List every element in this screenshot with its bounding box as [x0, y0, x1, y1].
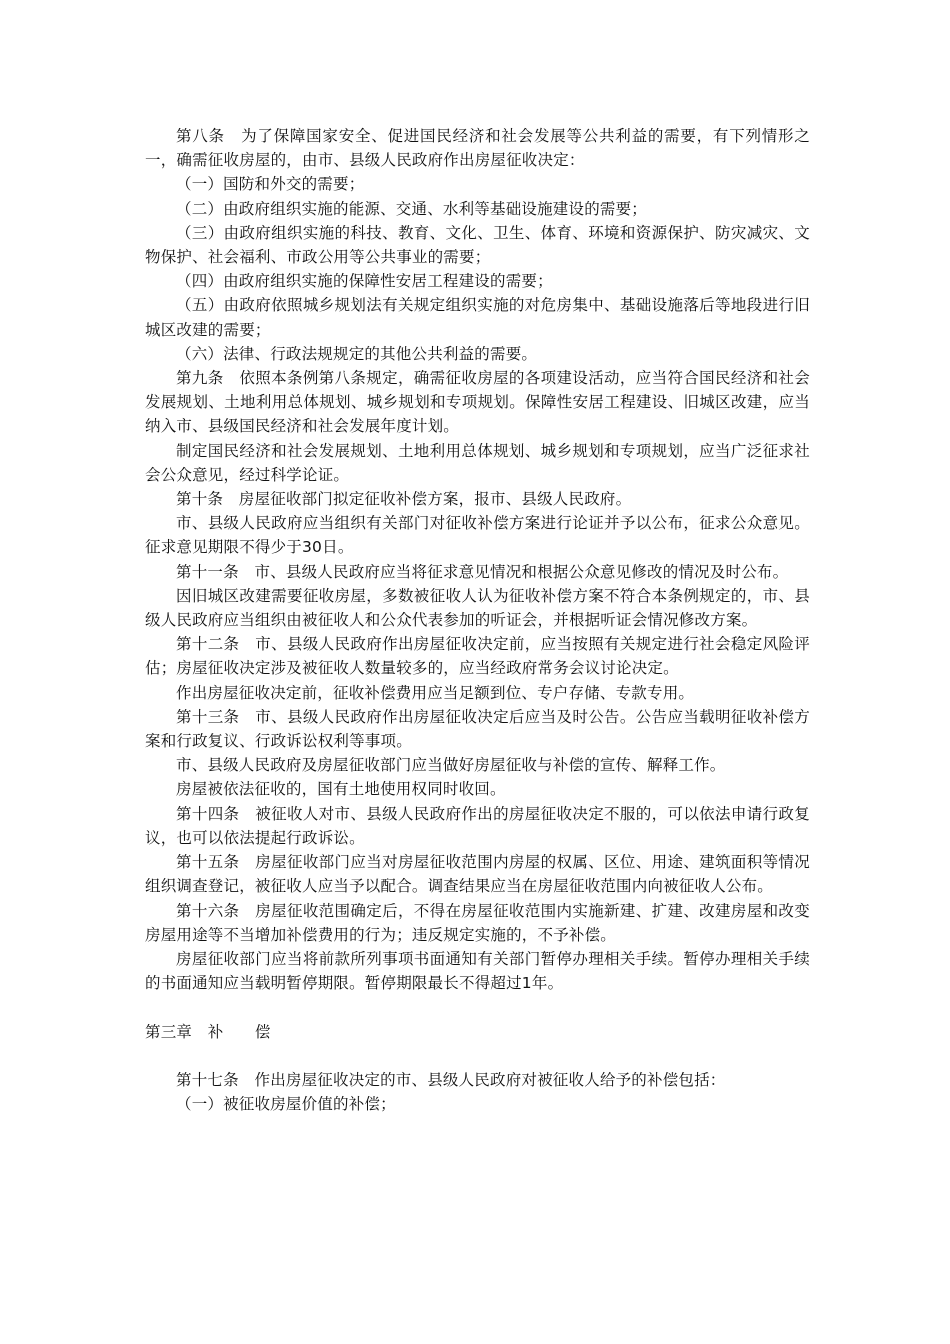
article-13-paragraph-3: 房屋被依法征收的，国有土地使用权同时收回。	[176, 780, 506, 799]
article-11-paragraph-2: 因旧城区改建需要征收房屋，多数被征收人认为征收补偿方案不符合本条例规定的，市、县级人民政府应当组织由被征收人和公众代表参加的听证会，并根据听证会情况修改方案。	[145, 586, 810, 630]
article-8-item-6: （六）法律、行政法规规定的其他公共利益的需要。	[176, 344, 538, 363]
article-10-paragraph-2: 市、县级人民政府应当组织有关部门对征收补偿方案进行论证并予以公布，征求公众意见。征求意见期限不得少于30日。	[145, 514, 810, 557]
article-10-paragraph: 第十条 房屋征收部门拟定征收补偿方案，报市、县级人民政府。	[176, 490, 632, 509]
article-8-item-4: （四）由政府组织实施的保障性安居工程建设的需要；	[176, 272, 553, 291]
article-12-paragraph: 第十二条 市、县级人民政府作出房屋征收决定前，应当按照有关规定进行社会稳定风险评估；房屋征收决定涉及被征收人数量较多的，应当经政府常务会议讨论决定。	[145, 635, 810, 678]
article-8-item-1: （一）国防和外交的需要；	[176, 175, 365, 194]
article-12-paragraph-2: 作出房屋征收决定前，征收补偿费用应当足额到位、专户存储、专款专用。	[176, 683, 695, 702]
article-17-paragraph: 第十七条 作出房屋征收决定的市、县级人民政府对被征收人给予的补偿包括：	[176, 1070, 726, 1089]
article-14-paragraph: 第十四条 被征收人对市、县级人民政府作出的房屋征收决定不服的，可以依法申请行政复议，也可以依法提起行政诉讼。	[145, 804, 810, 847]
article-15-paragraph: 第十五条 房屋征收部门应当对房屋征收范围内房屋的权属、区位、用途、建筑面积等情况组织调查登记，被征收人应当予以配合。调查结果应当在房屋征收范围内向被征收人公布。	[145, 853, 810, 896]
article-17-item-1: （一）被征收房屋价值的补偿；	[176, 1095, 396, 1114]
blank-line	[145, 995, 810, 1019]
article-11-paragraph: 第十一条 市、县级人民政府应当将征求意见情况和根据公众意见修改的情况及时公布。	[176, 562, 789, 581]
article-8-item-3: （三）由政府组织实施的科技、教育、文化、卫生、体育、环境和资源保护、防灾减灾、文物保护、社会福利、市政公用等公共事业的需要；	[145, 223, 810, 267]
article-9-paragraph-2: 制定国民经济和社会发展规划、土地利用总体规划、城乡规划和专项规划，应当广泛征求社会公众意见，经过科学论证。	[145, 441, 810, 484]
article-8-item-5: （五）由政府依照城乡规划法有关规定组织实施的对危房集中、基础设施落后等地段进行旧城区改建的需要；	[145, 296, 810, 339]
chapter-heading: 第三章 补 偿	[145, 1022, 271, 1041]
blank-line	[145, 1044, 810, 1068]
article-16-paragraph: 第十六条 房屋征收范围确定后，不得在房屋征收范围内实施新建、扩建、改建房屋和改变房屋用途等不当增加补偿费用的行为；违反规定实施的，不予补偿。	[145, 901, 810, 944]
document-body	[145, 124, 810, 1116]
article-8-paragraph: 第八条 为了保障国家安全、促进国民经济和社会发展等公共利益的需要，有下列情形之一，确需征收房屋的，由市、县级人民政府作出房屋征收决定：	[145, 127, 810, 170]
article-13-paragraph-2: 市、县级人民政府及房屋征收部门应当做好房屋征收与补偿的宣传、解释工作。	[176, 756, 726, 775]
article-9-paragraph: 第九条 依照本条例第八条规定，确需征收房屋的各项建设活动，应当符合国民经济和社会发展规划、土地利用总体规划、城乡规划和专项规划。保障性安居工程建设、旧城区改建，应当纳入市、县级国民经济和社会发展年度计划。	[145, 369, 810, 436]
article-8-item-2: （二）由政府组织实施的能源、交通、水利等基础设施建设的需要；	[176, 199, 648, 218]
article-16-paragraph-2: 房屋征收部门应当将前款所列事项书面通知有关部门暂停办理相关手续。暂停办理相关手续的书面通知应当载明暂停期限。暂停期限最长不得超过1年。	[145, 949, 810, 993]
article-13-paragraph: 第十三条 市、县级人民政府作出房屋征收决定后应当及时公告。公告应当载明征收补偿方案和行政复议、行政诉讼权利等事项。	[145, 707, 810, 751]
